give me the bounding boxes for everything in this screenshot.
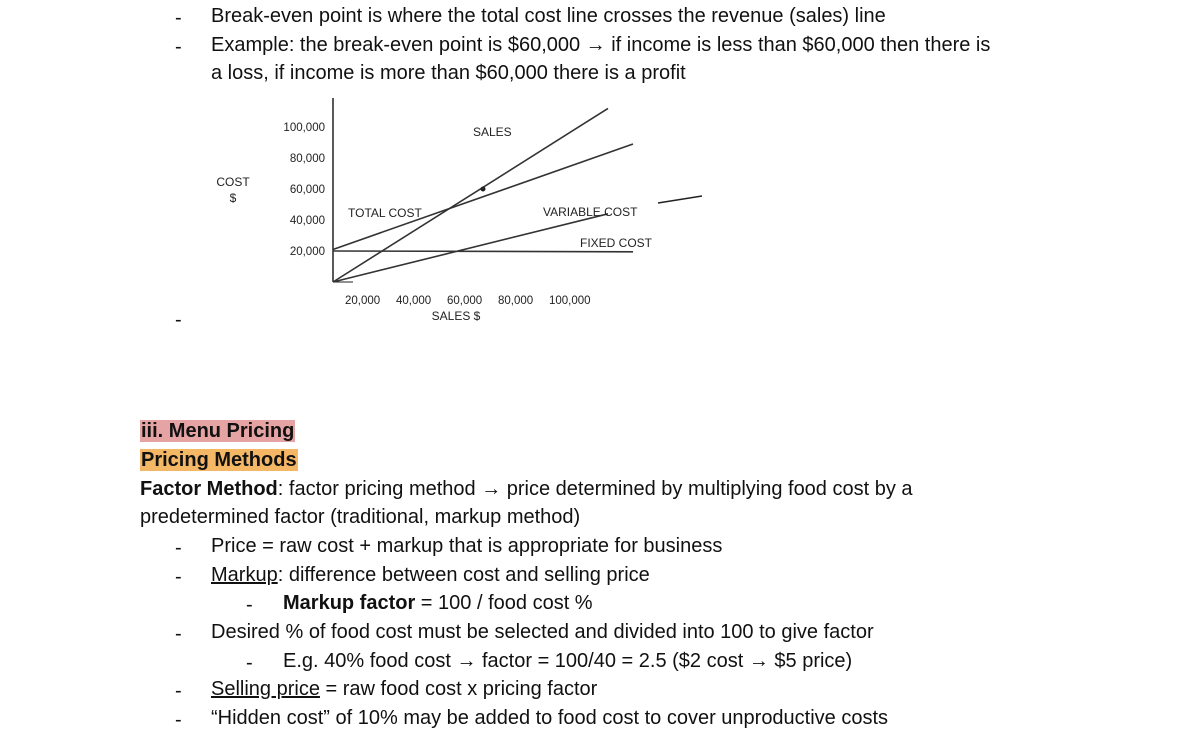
factor-method-definition-cont: predetermined factor (traditional, markup method) — [140, 506, 581, 528]
factor-method-term: Factor Method — [140, 478, 278, 500]
factor-method-definition: : factor pricing method → price determined by multiplying food cost by a — [277, 478, 913, 500]
bullet-desired-food-cost: Desired % of food cost must be selected and divided into 100 to give factor — [211, 621, 874, 643]
bullet-selling-price — [211, 675, 597, 703]
bullet-hidden-cost: “Hidden cost” of 10% may be added to food cost to cover unproductive costs — [211, 707, 889, 729]
variable-cost-line-label: VARIABLE COST — [543, 205, 638, 219]
total-cost-line-label: TOTAL COST — [348, 206, 422, 220]
bullet-dash: - — [175, 623, 182, 645]
y-tick-label: 100,000 — [283, 122, 325, 134]
markup-definition: : difference between cost and selling price — [277, 564, 650, 586]
series-line-fixed-cost — [333, 251, 633, 252]
markup-factor-formula: = 100 / food cost % — [415, 592, 593, 614]
x-tick-label: 80,000 — [498, 295, 534, 307]
bullet-dash: - — [175, 309, 182, 331]
variable-cost-marker — [658, 196, 702, 203]
y-axis-label-unit: $ — [229, 191, 237, 205]
markup-term: Markup — [211, 564, 278, 586]
menu-pricing-heading: iii. Menu Pricing — [141, 420, 295, 442]
bullet-dash: - — [175, 680, 182, 702]
x-tick-label: 20,000 — [345, 295, 381, 307]
y-tick-label: 40,000 — [289, 215, 325, 227]
series-line-variable-cost — [333, 214, 608, 282]
bullet-break-even-text: Break-even point is where the total cost line crosses the revenue (sales) line — [211, 5, 886, 27]
y-tick-label: 80,000 — [289, 153, 325, 165]
subbullet-example: E.g. 40% food cost → factor = 100/40 = 2.5 ($2 cost → $5 price) — [283, 650, 853, 672]
x-tick-label: 100,000 — [549, 295, 591, 307]
subbullet-dash: - — [246, 594, 253, 616]
pricing-methods-heading: Pricing Methods — [141, 449, 297, 471]
y-tick-label: 60,000 — [289, 184, 325, 196]
x-axis-label: SALES $ — [431, 309, 481, 323]
bullet-dash: - — [175, 537, 182, 559]
section-subheading — [140, 446, 298, 474]
fixed-cost-line-label: FIXED COST — [580, 236, 653, 250]
sales-line-label: SALES — [473, 125, 512, 139]
bullet-markup — [211, 561, 650, 589]
bullet-dash: - — [175, 709, 182, 731]
x-tick-label: 60,000 — [447, 295, 483, 307]
bullet-dash: - — [175, 7, 182, 29]
bullet-example-text-cont: a loss, if income is more than $60,000 there is a profit — [211, 62, 686, 84]
factor-method-line — [140, 475, 913, 503]
selling-price-formula: = raw food cost x pricing factor — [319, 678, 598, 700]
bullet-price-formula: Price = raw cost + markup that is appropriate for business — [211, 535, 723, 557]
selling-price-term: Selling price — [211, 678, 320, 700]
break-even-point — [481, 187, 486, 192]
break-even-chart — [200, 92, 720, 332]
bullet-dash: - — [175, 36, 182, 58]
bullet-dash: - — [175, 566, 182, 588]
x-tick-label: 40,000 — [396, 295, 432, 307]
bullet-example-text: Example: the break-even point is $60,000 → if income is less than $60,000 then there is — [211, 34, 991, 56]
subbullet-markup-factor — [283, 589, 593, 617]
y-tick-label: 20,000 — [289, 246, 325, 258]
markup-factor-term: Markup factor — [283, 592, 416, 614]
series-line-total-cost — [333, 144, 633, 249]
y-axis-label: COST — [216, 175, 250, 189]
subbullet-dash: - — [246, 652, 253, 674]
section-heading — [140, 417, 295, 445]
series-line-sales — [333, 108, 608, 282]
